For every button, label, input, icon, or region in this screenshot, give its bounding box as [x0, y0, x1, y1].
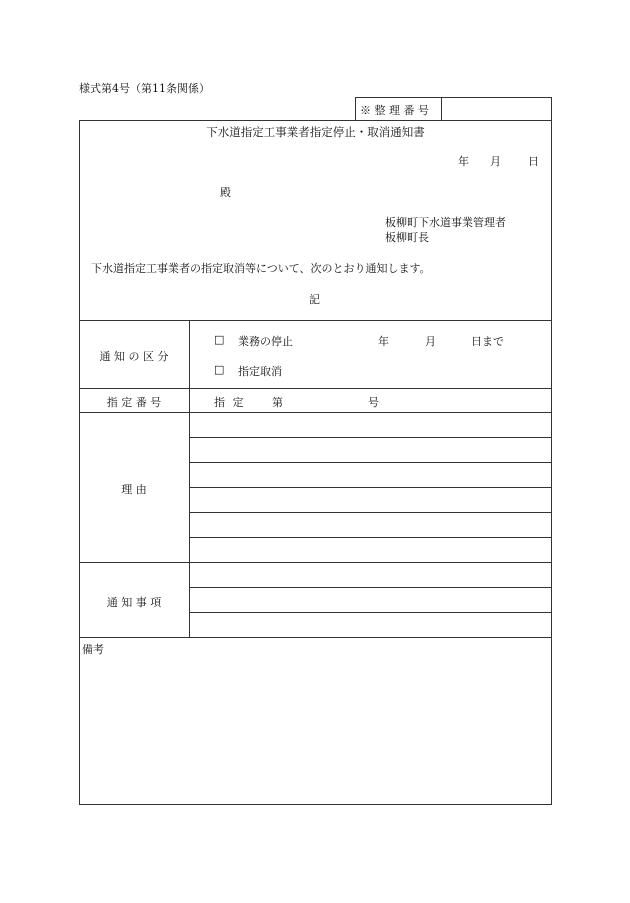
row-divider [79, 412, 552, 413]
ref-number-label: ※ 整 理 番 号 [360, 104, 429, 117]
reason-line [189, 512, 552, 513]
revocation-label: 指定取消 [238, 365, 282, 378]
designation-prefix: 指 定 [214, 396, 246, 409]
suspension-checkbox[interactable]: □ [214, 333, 225, 346]
revocation-checkbox[interactable]: □ [214, 363, 225, 376]
label-column-divider [189, 320, 190, 637]
date-year: 年 [458, 155, 469, 168]
reason-line [189, 487, 552, 488]
ref-box-divider [441, 97, 442, 121]
notice-items-label: 通 知 事 項 [106, 596, 162, 609]
suspension-label: 業務の停止 [238, 335, 293, 348]
suspension-until: 日まで [471, 335, 504, 348]
suspension-year: 年 [378, 335, 389, 348]
form-title: 下水道指定工事業者指定停止・取消通知書 [206, 125, 425, 139]
designation-dai: 第 [272, 396, 283, 409]
body-text: 下水道指定工事業者の指定取消等について、次のとおり通知します。 [91, 262, 431, 275]
issuer-line2: 板柳町長 [385, 231, 429, 244]
ref-number-field[interactable] [444, 99, 548, 119]
date-month: 月 [490, 155, 501, 168]
notice-type-label: 通 知 の 区 分 [99, 350, 169, 363]
recipient-suffix: 殿 [220, 186, 231, 199]
notice-line [189, 587, 552, 588]
designation-label: 指 定 番 号 [106, 396, 162, 409]
row-divider [79, 320, 552, 321]
row-divider [79, 637, 552, 638]
notice-line [189, 612, 552, 613]
designation-suffix: 号 [368, 396, 379, 409]
reason-line [189, 462, 552, 463]
row-divider [79, 388, 552, 389]
suspension-month: 月 [425, 335, 436, 348]
reason-line [189, 537, 552, 538]
form-number: 様式第4号（第11条関係） [79, 82, 210, 95]
ki-mark: 記 [309, 293, 320, 306]
reason-label: 理 由 [121, 483, 147, 496]
date-day: 日 [528, 155, 539, 168]
reason-line [189, 437, 552, 438]
remarks-label: 備考 [82, 643, 104, 656]
issuer-line1: 板柳町下水道事業管理者 [385, 216, 506, 229]
row-divider [79, 562, 552, 563]
